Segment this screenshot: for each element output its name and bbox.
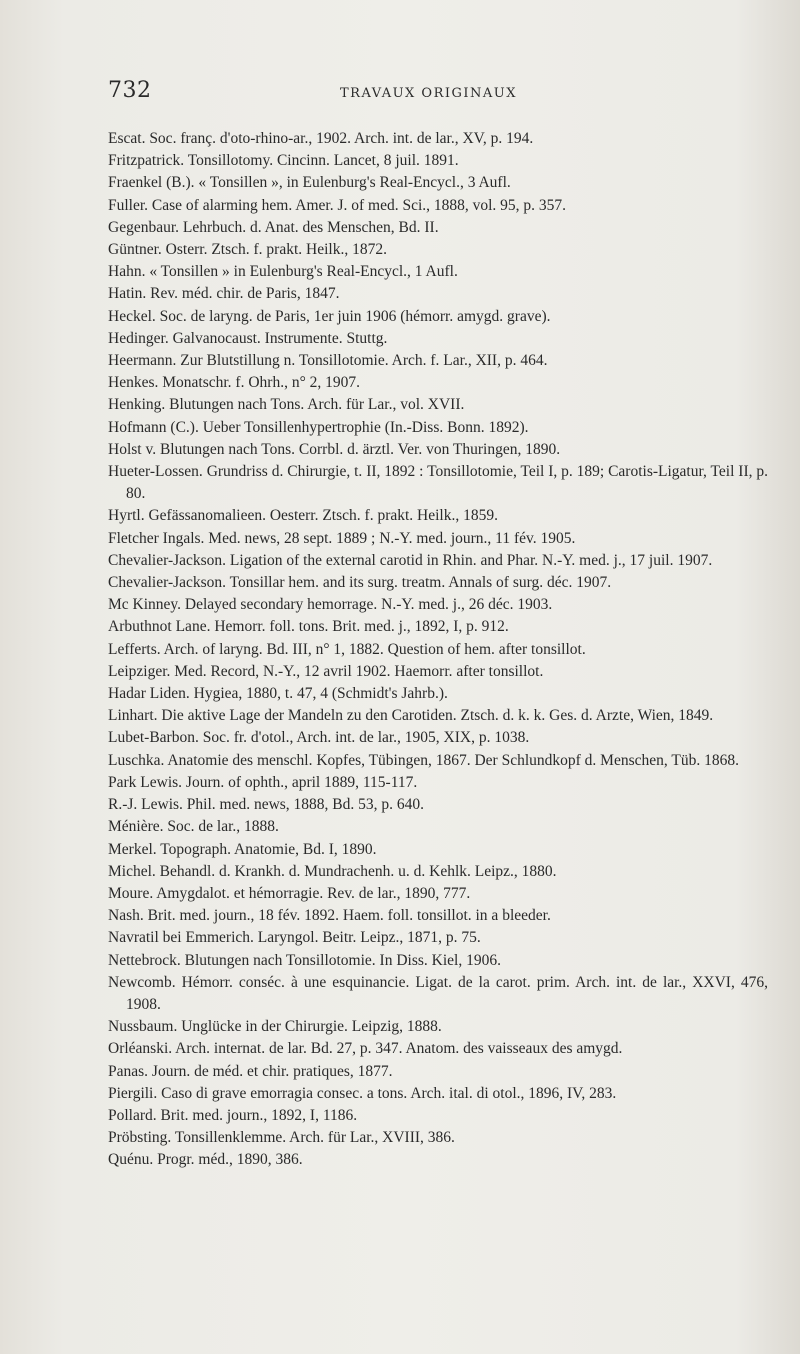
reference-entry: Michel. Behandl. d. Krankh. d. Mundrachenh. u. d. Kehlk. Leipz., 1880. [108, 862, 557, 880]
reference-entry: Hadar Liden. Hygiea, 1880, t. 47, 4 (Schmidt's Jahrb.). [108, 685, 448, 703]
reference-entry: R.-J. Lewis. Phil. med. news, 1888, Bd. 53, p. 640. [108, 796, 425, 814]
reference-entry: Newcomb. Hémorr. conséc. à une esquinancie. Ligat. de la carot. prim. Arch. int. de lar., XXVI, 476, 1908. [108, 973, 768, 1013]
reference-entry: Quénu. Progr. méd., 1890, 386. [108, 1151, 303, 1169]
reference-entry: Hatin. Rev. méd. chir. de Paris, 1847. [108, 285, 340, 303]
reference-entry: Hahn. « Tonsillen » in Eulenburg's Real-Encycl., 1 Aufl. [108, 263, 458, 281]
reference-entry: Henking. Blutungen nach Tons. Arch. für Lar., vol. XVII. [108, 396, 465, 414]
reference-entry: Hueter-Lossen. Grundriss d. Chirurgie, t. II, 1892 : Tonsillotomie, Teil I, p. 189; Carotis-Ligatur, Teil II, p. 80. [108, 463, 768, 503]
running-head: TRAVAUX ORIGINAUX [340, 86, 518, 101]
reference-entry: Arbuthnot Lane. Hemorr. foll. tons. Brit. med. j., 1892, I, p. 912. [108, 618, 509, 636]
reference-entry: Heckel. Soc. de laryng. de Paris, 1er juin 1906 (hémorr. amygd. grave). [108, 307, 551, 325]
reference-entry: Güntner. Osterr. Ztsch. f. prakt. Heilk., 1872. [108, 241, 387, 259]
reference-entry: Hofmann (C.). Ueber Tonsillenhypertrophie (In.-Diss. Bonn. 1892). [108, 418, 529, 436]
reference-entry: Nussbaum. Unglücke in der Chirurgie. Leipzig, 1888. [108, 1018, 442, 1036]
reference-entry: Fletcher Ingals. Med. news, 28 sept. 1889 ; N.-Y. med. journ., 11 fév. 1905. [108, 529, 576, 547]
page-number: 732 [108, 78, 152, 103]
reference-entry: Linhart. Die aktive Lage der Mandeln zu den Carotiden. Ztsch. d. k. k. Ges. d. Arzte, Wien, 1849. [108, 707, 714, 725]
reference-entry: Henkes. Monatschr. f. Ohrh., n° 2, 1907. [108, 374, 361, 392]
reference-entry: Lubet-Barbon. Soc. fr. d'otol., Arch. int. de lar., 1905, XIX, p. 1038. [108, 729, 530, 747]
reference-entry: Lefferts. Arch. of laryng. Bd. III, n° 1, 1882. Question of hem. after tonsillot. [108, 640, 586, 658]
reference-entry: Fritzpatrick. Tonsillotomy. Cincinn. Lancet, 8 juil. 1891. [108, 152, 459, 170]
reference-entry: Pröbsting. Tonsillenklemme. Arch. für Lar., XVIII, 386. [108, 1129, 455, 1147]
reference-entry: Piergili. Caso di grave emorragia consec. a tons. Arch. ital. di otol., 1896, IV, 283. [108, 1084, 617, 1102]
reference-entry: Panas. Journ. de méd. et chir. pratiques, 1877. [108, 1062, 393, 1080]
reference-entry: Gegenbaur. Lehrbuch. d. Anat. des Menschen, Bd. II. [108, 218, 439, 236]
reference-entry: Mc Kinney. Delayed secondary hemorrage. N.-Y. med. j., 26 déc. 1903. [108, 596, 553, 614]
reference-entry: Orléanski. Arch. internat. de lar. Bd. 27, p. 347. Anatom. des vaisseaux des amygd. [108, 1040, 623, 1058]
reference-entry: Moure. Amygdalot. et hémorragie. Rev. de lar., 1890, 777. [108, 884, 471, 902]
reference-entry: Ménière. Soc. de lar., 1888. [108, 818, 279, 836]
reference-entry: Fuller. Case of alarming hem. Amer. J. of med. Sci., 1888, vol. 95, p. 357. [108, 196, 567, 214]
reference-entry: Luschka. Anatomie des menschl. Kopfes, Tübingen, 1867. Der Schlundkopf d. Menschen, Tüb. 1868. [108, 751, 739, 769]
reference-entry: Park Lewis. Journ. of ophth., april 1889, 115-117. [108, 773, 418, 791]
reference-entry: Escat. Soc. franç. d'oto-rhino-ar., 1902. Arch. int. de lar., XV, p. 194. [108, 130, 534, 147]
reference-entry: Heermann. Zur Blutstillung n. Tonsillotomie. Arch. f. Lar., XII, p. 464. [108, 352, 548, 370]
reference-entry: Leipziger. Med. Record, N.-Y., 12 avril 1902. Haemorr. after tonsillot. [108, 662, 544, 680]
reference-entry: Navratil bei Emmerich. Laryngol. Beitr. Leipz., 1871, p. 75. [108, 929, 481, 947]
reference-entry: Merkel. Topograph. Anatomie, Bd. I, 1890. [108, 840, 377, 858]
reference-list [108, 128, 768, 1172]
reference-entry: Hyrtl. Gefässanomalieen. Oesterr. Ztsch. f. prakt. Heilk., 1859. [108, 507, 498, 525]
reference-entry: Holst v. Blutungen nach Tons. Corrbl. d. ärztl. Ver. von Thuringen, 1890. [108, 440, 561, 458]
reference-entry: Nettebrock. Blutungen nach Tonsillotomie. In Diss. Kiel, 1906. [108, 951, 501, 969]
reference-entry: Nash. Brit. med. journ., 18 fév. 1892. Haem. foll. tonsillot. in a bleeder. [108, 907, 551, 925]
reference-entry: Pollard. Brit. med. journ., 1892, I, 1186. [108, 1106, 358, 1124]
reference-entry: Fraenkel (B.). « Tonsillen », in Eulenburg's Real-Encycl., 3 Aufl. [108, 174, 511, 192]
reference-entry: Chevalier-Jackson. Ligation of the external carotid in Rhin. and Phar. N.-Y. med. j., 17 juil. 1907. [108, 551, 713, 569]
reference-entry: Hedinger. Galvanocaust. Instrumente. Stuttg. [108, 329, 388, 347]
reference-entry: Chevalier-Jackson. Tonsillar hem. and its surg. treatm. Annals of surg. déc. 1907. [108, 574, 612, 592]
